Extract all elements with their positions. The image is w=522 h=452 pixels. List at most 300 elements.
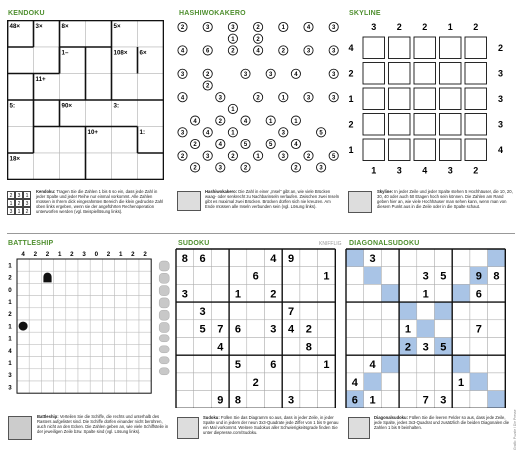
sudoku-cell [176,373,194,391]
skyline-cell [363,88,385,110]
battleship-cell [127,271,139,283]
battleship-cell [115,381,127,393]
sudoku-cell [488,338,506,356]
kendoku-cell [34,100,60,127]
kendoku-clue: 8× [61,23,69,30]
battleship-cell [90,259,102,271]
battleship-cell [102,296,114,308]
sudoku-digit: 6 [234,323,242,336]
skyline-cell [440,139,462,161]
battleship-cell [102,308,114,320]
skyline-cell [440,63,462,85]
sudoku-digit: 1 [234,288,242,301]
battleship-given-ship-end [43,273,51,283]
battleship-cell [17,259,29,271]
battleship-cell [90,320,102,332]
diagonal-cell [346,249,364,267]
battleship-cell [17,344,29,356]
sudoku-digit: 3 [422,341,429,354]
hashi-island-value: 1 [256,153,260,160]
sudoku-cell [300,284,318,302]
sudoku-digit: 8 [305,341,312,354]
battleship-cell [66,332,78,344]
battleship-cell [139,259,151,271]
battleship-cell [41,381,53,393]
sudoku-cell [300,391,318,408]
kendoku-description: Tragen Sie die Zahlen 1 bis 6 so ein, dass jede Zahl in jeder Spalte und jeder Reihe nur einmal vorkommt. Alle Zahlen müssen in Ihrem dick eingerahmten Bereich die klein gedruckte Zahl oben links ergeben, wenn sie der angeführten Rechenoperation unterworfen werden (vgl. Beispiellösung links). [36,189,164,215]
kendoku-cell [60,153,86,180]
skyline-cell [363,114,385,136]
sudoku-cell [176,355,194,373]
hashi-island-value: 1 [294,118,298,125]
sudoku-cell [265,267,283,285]
sudoku-cell [399,249,417,267]
battleship-row-count: 0 [8,286,12,294]
battleship-cell [78,259,90,271]
battleship-fleet-ship [159,298,169,308]
battleship-col-count: 4 [21,251,25,258]
battleship-cell [54,271,66,283]
skyline-left-clue: 1 [348,93,354,104]
battleship-col-count: 0 [94,251,99,258]
skyline-cell [363,63,385,85]
kendoku-clue: 10+ [87,129,98,136]
skyline-bottom-clue: 3 [396,165,402,176]
hashi-island-value: 4 [193,118,197,125]
sudoku-cell [346,320,364,338]
hashi-island-value: 1 [269,118,273,125]
sudoku-cell [399,267,417,285]
sudoku-digit: 5 [199,323,206,336]
skyline-cell [414,37,436,59]
battleship-example-thumb [8,416,32,440]
sudoku-cell [229,302,247,320]
skyline-top-clue: 2 [473,22,479,32]
battleship-cell [127,357,139,369]
skyline-right-clue: 2 [497,42,504,53]
skyline-bottom-clue: 3 [447,165,453,176]
hashi-island-value: 2 [281,48,285,55]
sudoku-cell [318,320,336,338]
sudoku-cell [300,249,318,267]
sudoku-cell [435,355,453,373]
sudoku-cell [247,391,265,408]
sudoku-cell [176,338,194,356]
battleship-cell [54,381,66,393]
kendoku-example-cell: 2 [15,199,23,207]
sudoku-digit: 3 [287,394,295,407]
hashi-island-value: 5 [243,142,248,149]
sudoku-description: Füllen Sie das Diagramm so aus, dass in jeder Zeile, in jeder Spalte und in jedem der neun 3x3-Quadrate jede Ziffer von 1 bis 9 genau ein Mal vorkommt. Weitere Sudokus aller Schwierigkeitsgrade finden Sie unter diepresse.com/Sudoku. [203,415,339,436]
skyline-cell [465,88,487,110]
hashi-island-value: 2 [231,153,235,160]
battleship-cell [127,283,139,295]
skyline-right-clue: 3 [497,119,504,130]
sudoku-cell [300,302,318,320]
battleship-cell [29,332,41,344]
skyline-cell [465,63,487,85]
sudoku-cell [282,338,300,356]
battleship-row-count: 1 [8,335,12,343]
sudoku-cell [265,302,283,320]
battleship-cell [139,271,151,283]
kendoku-cell [34,47,60,74]
hashi-island-value: 5 [332,153,336,160]
kendoku-cell [86,21,112,48]
sudoku-cell [300,373,318,391]
hashi-island-value: 2 [256,25,260,32]
sudoku-cell [399,284,417,302]
skyline-cell [465,114,487,136]
hashi-island-value: 1 [281,25,285,32]
sudoku-digit: 4 [270,252,277,265]
sudoku-cell [452,391,470,408]
battleship-cell [29,296,41,308]
kendoku-clue: 11+ [35,76,46,83]
sudoku-digit: 4 [217,341,224,354]
hashi-island-value: 4 [306,25,311,32]
sudoku-cell [417,302,435,320]
sudoku-digit: 6 [199,252,206,265]
sudoku-cell [194,355,212,373]
hashi-description: Die Zahl in einer „Insel“ gibt an, wie viele Brücken waag- oder senkrecht zu Nachbarinseln verlaufen. Zwischen zwei Inseln gibt es maximal zwei Brücken. Brücken dürfen sich nie kreuzen. Am Ende müssen alle Inseln verbunden sein (vgl. Lösung links). [205,189,340,210]
sudoku-cell [176,320,194,338]
sudoku-cell [381,249,399,267]
battleship-cell [102,320,114,332]
battleship-fleet-ship [159,261,169,271]
kendoku-clue: 3: [113,102,120,110]
sudoku-digit: 3 [199,305,206,318]
sudoku-digit: 5 [440,341,447,354]
sudoku-cell [229,338,247,356]
battleship-col-count: 2 [45,251,50,258]
battleship-cell [139,357,151,369]
diagonal-cell [470,373,488,391]
battleship-col-count: 2 [33,251,38,258]
battleship-row-count: 3 [8,384,12,392]
skyline-example-thumb [348,191,372,213]
sudoku-cell [488,284,506,302]
kendoku-example-cell: 1 [23,191,31,199]
battleship-cell [127,381,139,393]
battleship-grid [5,247,173,395]
hashi-example-thumb [177,191,201,211]
kendoku-cell [86,153,112,180]
sudoku-cell [247,355,265,373]
battleship-cell [29,259,41,271]
sudoku-digit: 3 [422,270,429,283]
battleship-desc-title: Battleship: [37,414,59,419]
sudoku-cell [194,373,212,391]
battleship-cell [90,357,102,369]
diagonal-cell [452,355,470,373]
sudoku-cell [470,338,488,356]
sudoku-cell [211,249,229,267]
sudoku-cell [247,249,265,267]
skyline-cell [440,37,462,59]
sudoku-digit: 4 [369,359,376,372]
sudoku-digit: 2 [404,341,412,354]
sudoku-digit: 6 [252,270,259,283]
battleship-col-count: 2 [131,251,135,258]
battleship-col-count: 3 [82,251,86,258]
battleship-cell [78,320,90,332]
kendoku-cell [60,74,86,101]
kendoku-clue: 108× [113,49,128,57]
battleship-cell [17,296,29,308]
row-separator [7,233,515,234]
sudoku-cell [265,373,283,391]
sudoku-cell [247,284,265,302]
battleship-cell [90,271,102,283]
battleship-title: BATTLESHIP [8,240,54,247]
diagonal-cell [488,391,506,408]
kendoku-title: KENDOKU [8,10,45,17]
diagonal-title: DIAGONALSUDOKU [349,240,420,247]
diagonal-cell [488,249,506,267]
diagonal-cell [435,302,453,320]
kendoku-cell [138,100,164,127]
hashi-island-value: 5 [269,142,273,149]
hashi-island-value: 2 [306,153,311,160]
battleship-cell [78,283,90,295]
skyline-cell [389,63,411,85]
battleship-cell [41,332,53,344]
hashi-island-value: 4 [243,118,248,125]
hashi-island-value: 1 [231,107,235,114]
sudoku-cell [488,373,506,391]
skyline-cell [440,88,462,110]
sudoku-cell [318,391,336,408]
battleship-cell [102,271,114,283]
hashi-grid [175,18,345,178]
battleship-fleet-ship [159,310,169,320]
sudoku-cell [470,391,488,408]
hashi-island-value: 3 [206,25,210,32]
battleship-cell [139,296,151,308]
sudoku-digit: 8 [181,252,188,265]
kendoku-example-cell: 3 [7,207,15,215]
battleship-cell [139,308,151,320]
battleship-cell [139,283,151,295]
kendoku-cell [60,127,86,154]
battleship-cell [17,308,29,320]
sudoku-cell [470,355,488,373]
skyline-desc-title: Skyline: [377,189,394,194]
battleship-cell [54,296,66,308]
skyline-cell [414,139,436,161]
hashi-island-value: 3 [218,165,222,172]
battleship-cell [41,369,53,381]
battleship-cell [90,283,102,295]
battleship-cell [66,308,78,320]
skyline-right-clue: 3 [497,93,504,104]
battleship-cell [66,369,78,381]
battleship-cell [66,283,78,295]
skyline-top-clue: 1 [447,22,453,32]
diagonal-cell [364,373,382,391]
battleship-cell [54,320,66,332]
hashi-island-value: 2 [206,83,210,90]
diagonal-desc-title: Diagonalsudoku: [374,415,408,420]
skyline-bottom-clue: 1 [371,165,377,176]
battleship-cell [102,259,114,271]
battleship-cell [90,308,102,320]
battleship-col-count: 1 [118,251,123,258]
battleship-cell [115,357,127,369]
sudoku-title: SUDOKU [178,240,210,247]
battleship-cell [78,344,90,356]
sudoku-difficulty: KNIFFLIG [319,241,342,247]
sudoku-cell [211,267,229,285]
sudoku-cell [318,302,336,320]
kendoku-clue: 90× [61,102,72,110]
sudoku-cell [381,391,399,408]
battleship-cell [127,308,139,320]
diagonal-description: Füllen Sie die leeren Felder so aus, dass jede Zeile, jede Spalte, jedes 3x3-Quadrat und zusätzlich die beiden Diagonalen die Zahlen 1 bis 9 beinhalten. [374,415,510,431]
sudoku-cell [282,284,300,302]
hashi-island-value: 3 [306,95,311,102]
kendoku-cell [138,153,164,180]
sudoku-digit: 2 [252,376,259,389]
sudoku-digit: 1 [369,394,376,407]
battleship-row-count: 2 [8,274,12,282]
hashi-island-value: 3 [332,48,336,55]
sudoku-cell [399,373,417,391]
battleship-cell [29,283,41,295]
skyline-left-clue: 2 [348,68,354,79]
kendoku-cell [8,127,34,154]
battleship-cell [78,296,90,308]
sudoku-cell [265,391,283,408]
skyline-bottom-clue: 2 [473,165,479,176]
hashi-island-value: 4 [294,142,298,149]
kendoku-cell [112,127,138,154]
hashi-island-value: 3 [319,165,323,172]
sudoku-digit: 5 [234,359,242,372]
skyline-title: SKYLINE [349,10,381,17]
sudoku-cell [364,338,382,356]
sudoku-digit: 1 [323,359,330,372]
sudoku-cell [381,338,399,356]
battleship-cell [78,271,90,283]
skyline-left-clue: 4 [348,42,354,53]
battleship-cell [115,296,127,308]
battleship-col-count: 2 [106,251,111,258]
kendoku-example-cell: 1 [15,207,23,215]
hashi-island-value: 3 [332,95,336,102]
battleship-cell [102,369,114,381]
battleship-cell [127,369,139,381]
sudoku-cell [452,320,470,338]
hashi-island-value: 2 [193,142,197,149]
battleship-cell [17,332,29,344]
sudoku-cell [452,249,470,267]
sudoku-cell [381,302,399,320]
battleship-cell [139,344,151,356]
sudoku-cell [211,355,229,373]
battleship-cell [29,369,41,381]
hashi-island-value: 3 [206,153,210,160]
battleship-col-count: 2 [143,251,147,258]
battleship-row-count: 1 [8,262,12,270]
battleship-cell [66,259,78,271]
sudoku-digit: 1 [422,288,429,301]
sudoku-cell [300,267,318,285]
hashi-island-value: 5 [319,130,323,137]
battleship-cell [90,296,102,308]
skyline-top-clue: 3 [371,22,377,32]
battleship-cell [29,357,41,369]
sudoku-cell [417,373,435,391]
battleship-cell [54,308,66,320]
kendoku-grid [7,20,164,180]
kendoku-example-cell: 1 [7,199,15,207]
sudoku-digit: 9 [217,394,224,407]
sudoku-cell [194,267,212,285]
hashi-island-value: 4 [180,95,185,102]
diagonal-cell [364,267,382,285]
sudoku-cell [211,302,229,320]
sudoku-digit: 7 [475,323,482,336]
battleship-cell [127,344,139,356]
sudoku-cell [247,320,265,338]
sudoku-cell [435,249,453,267]
battleship-cell [29,320,41,332]
battleship-cell [17,357,29,369]
battleship-cell [17,271,29,283]
sudoku-cell [346,302,364,320]
kendoku-cell [112,74,138,101]
kendoku-example-cell: 2 [7,191,15,199]
hashi-desc-title: Hashiwokakero: [205,189,238,194]
kendoku-cell [138,21,164,48]
kendoku-cell [34,153,60,180]
sudoku-cell [194,391,212,408]
battleship-cell [54,259,66,271]
battleship-cell [78,369,90,381]
hashi-island-value: 3 [231,25,235,32]
battleship-cell [17,283,29,295]
sudoku-cell [229,373,247,391]
skyline-cell [465,139,487,161]
battleship-cell [66,271,78,283]
skyline-left-clue: 1 [348,144,354,155]
skyline-cell [414,114,436,136]
hashi-island-value: 2 [256,95,260,102]
sudoku-cell [381,373,399,391]
battleship-cell [90,344,102,356]
hashi-island-value: 2 [180,25,185,32]
sudoku-digit: 1 [404,323,412,336]
hashi-island-value: 1 [231,36,235,43]
skyline-cell [414,63,436,85]
battleship-cell [139,381,151,393]
sudoku-cell [399,355,417,373]
skyline-top-clue: 2 [422,22,428,32]
hashi-island-value: 3 [180,130,185,137]
battleship-cell [115,344,127,356]
battleship-cell [29,308,41,320]
kendoku-example-cell: 3 [23,199,31,207]
hashi-island-value: 2 [256,36,260,43]
battleship-cell [115,283,127,295]
battleship-row-count: 2 [8,311,12,319]
diagonal-cell [381,355,399,373]
sudoku-digit: 7 [287,305,295,318]
battleship-cell [17,369,29,381]
hashi-island-value: 2 [294,165,298,172]
